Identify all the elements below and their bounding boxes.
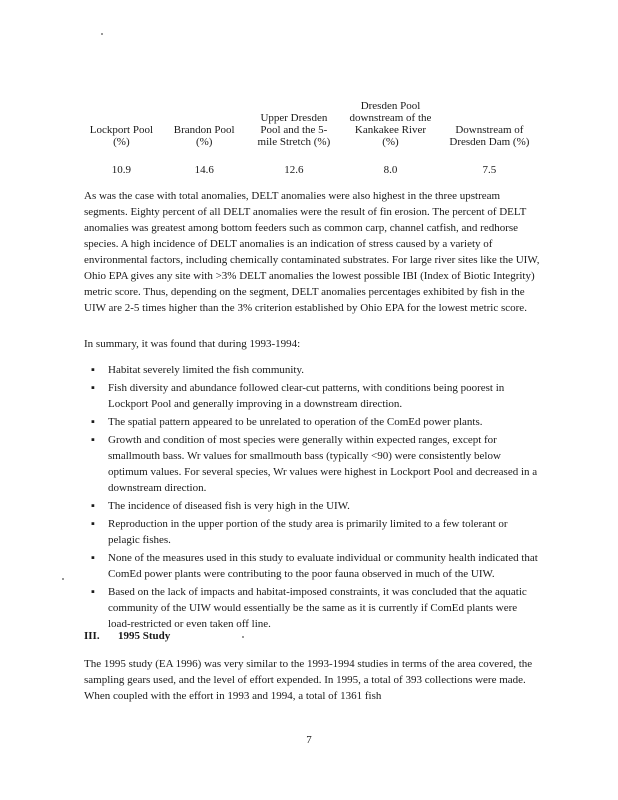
list-item [84,414,540,430]
bullet-icon: ▪ [91,434,95,446]
bullet-icon: ▪ [91,586,95,598]
section-number: III. [84,630,100,642]
list-item [84,362,540,378]
delt-anomalies-table [80,100,540,177]
list-item [84,516,540,548]
table-header-row [80,100,540,148]
column-header: Downstream of Dresden Dam (%) [449,124,530,148]
table-cell: 8.0 [383,164,398,176]
list-item-text: The spatial pattern appeared to be unrelated to operation of the ComEd power plants. [108,416,483,428]
list-item-text: None of the measures used in this study to evaluate individual or community health indicated that ComEd power plants were contributing to the poor fauna observed in much of the UIW. [108,552,538,580]
column-header: Brandon Pool (%) [173,124,235,148]
list-item-text: Reproduction in the upper portion of the study area is primarily limited to a few tolerant or pelagic fishes. [108,518,508,546]
list-item [84,498,540,514]
table-cell: 12.6 [284,164,304,176]
bullet-icon: ▪ [91,500,95,512]
table-cell: 7.5 [482,164,497,176]
bullet-icon: ▪ [91,416,95,428]
column-header: Upper Dresden Pool and the 5-mile Stretch (%) [257,112,331,148]
list-item-text: Fish diversity and abundance followed clear-cut patterns, with conditions being poorest in Lockport Pool and generally improving in a downstream direction. [108,382,505,410]
table-cell: 10.9 [111,164,132,176]
delt-paragraph: As was the case with total anomalies, DELT anomalies were also highest in the three upstream segments. Eighty percent of all DELT anomalies were the result of fin erosion. The percent of DELT anomalies was greatest among bottom feeders such as common carp, channel catfish, and redhorse species. A high incidence of DELT anomalies is an indication of stress caused by a variety of environmental factors, including chemically contaminated substrates. For large river sites like the UIW, Ohio EPA gives any site with >3% DELT anomalies the lowest possible IBI (Index of Biotic Integrity) metric score. Thus, depending on the segment, DELT anomalies percentages exhibited by fish in the UIW are 2-5 times higher than the 3% criterion established by Ohio EPA for the lowest metric score. [84,190,540,314]
list-item-text: Growth and condition of most species were generally within expected ranges, except for smallmouth bass. Wr values for smallmouth bass (typically <90) were consistently below optimum values. For several species, Wr values were highest in Lockport Pool and decreased in a downstream direction. [108,434,538,494]
table-row [80,148,540,177]
section-heading [84,630,170,642]
section-title: 1995 Study [118,630,171,642]
column-header: Lockport Pool (%) [89,124,154,148]
bullet-icon: ▪ [91,552,95,564]
bullet-icon: ▪ [91,518,95,530]
list-item-text: The incidence of diseased fish is very high in the UIW. [108,500,350,512]
scan-speck [62,578,64,580]
scan-speck [101,33,103,35]
list-item [84,380,540,412]
list-item-text: Based on the lack of impacts and habitat-imposed constraints, it was concluded that the aquatic community of the UIW would essentially be the same as it is currently if ComEd plants were load-restricted or even taken off line. [108,586,527,630]
scan-speck [242,636,244,638]
summary-bullet-list [84,362,540,634]
summary-intro: In summary, it was found that during 1993-1994: [84,338,301,350]
section-paragraph: The 1995 study (EA 1996) was very similar to the 1993-1994 studies in terms of the area covered, the sampling gears used, and the level of effort expended. In 1995, a total of 393 collections were made. When coupled with the effort in 1993 and 1994, a total of 1361 fish [84,658,533,702]
list-item [84,584,540,632]
bullet-icon: ▪ [91,364,95,376]
column-header: Dresden Pool downstream of the Kankakee River (%) [349,100,432,148]
list-item-text: Habitat severely limited the fish community. [108,364,305,376]
page-number: 7 [306,734,312,746]
list-item [84,432,540,496]
table-cell: 14.6 [194,164,214,176]
list-item [84,550,540,582]
bullet-icon: ▪ [91,382,95,394]
